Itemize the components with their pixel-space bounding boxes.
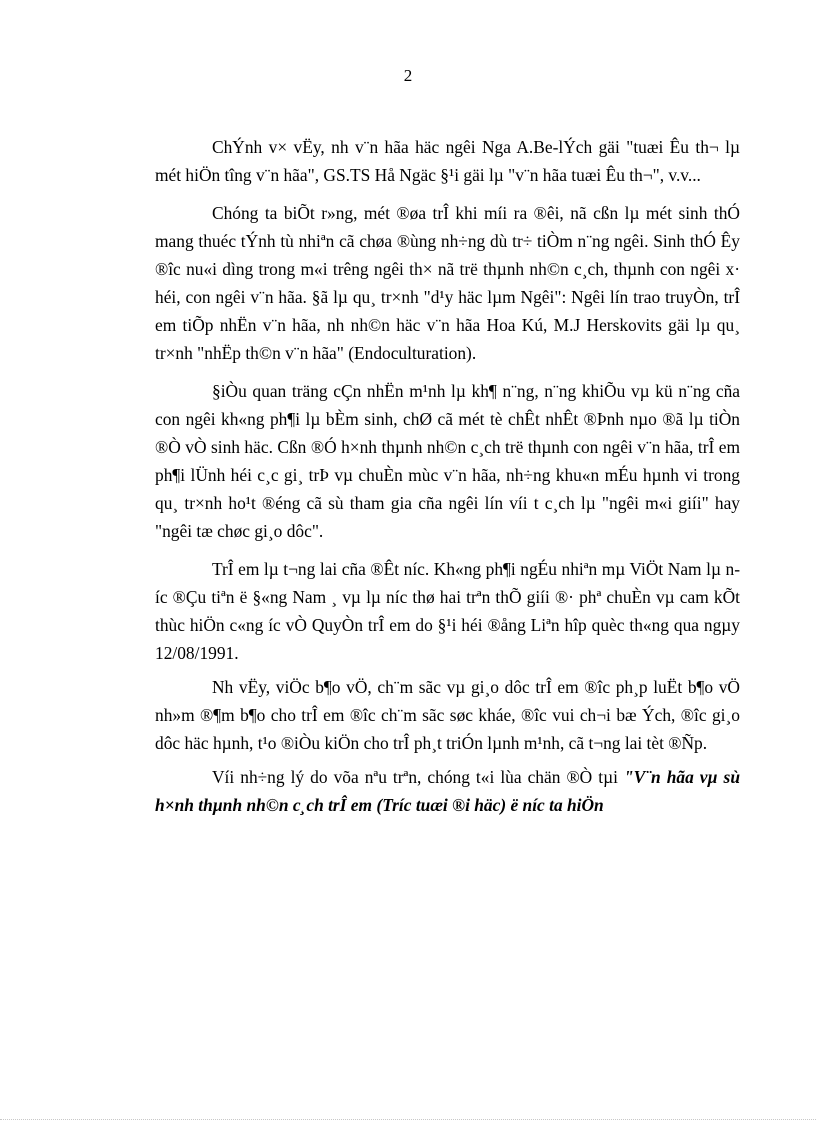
paragraph-6 <box>155 763 740 819</box>
paragraph-1: ChÝnh v× vËy, nh v¨n hãa häc ngêi Nga A.Be-lÝch gäi "tuæi Êu th¬ lµ mét hiÖn tîng v¨n hãa", GS.TS Hå Ngäc §¹i gäi lµ "v¨n hãa tuæi Êu th¬", v.v... <box>155 137 740 185</box>
body-text <box>155 133 740 829</box>
paragraph-3: §iÒu quan träng cÇn nhËn m¹nh lµ kh¶ n¨ng, n¨ng khiÕu vµ kü n¨ng cña con ngêi kh«ng ph¶i lµ bÈm sinh, chØ cã mét tè chÊt nhÊt ®Þnh nµo ®ã lµ tiÒn ®Ò vÒ sinh häc. Cßn ®Ó h×nh thµnh nh©n c¸ch trë thµnh con ngêi v¨n hãa, trÎ em ph¶i lÜnh héi c¸c gi¸ trÞ vµ chuÈn mùc v¨n hãa, nh÷ng khu«n mÉu hµnh vi trong qu¸ tr×nh ho¹t ®éng cã sù tham gia cña ngêi lín víi t c¸ch lµ "ngêi m«i giíi" hay "ngêi tæ chøc gi¸o dôc". <box>155 381 740 541</box>
paragraph-5: Nh vËy, viÖc b¶o vÖ, ch¨m sãc vµ gi¸o dôc trÎ em ®îc ph¸p luËt b¶o vÖ nh»m ®¶m b¶o cho trÎ em ®îc ch¨m sãc søc kháe, ®îc vui ch¬i bæ Ých, ®îc gi¸o dôc häc hµnh, t¹o ®iÒu kiÖn cho trÎ ph¸t triÓn lµnh m¹nh, cã t¬ng lai tèt ®Ñp. <box>155 677 740 753</box>
page-number: 2 <box>403 66 413 85</box>
paragraph-4: TrÎ em lµ t¬ng lai cña ®Êt níc. Kh«ng ph¶i ngÉu nhiªn mµ ViÖt Nam lµ níc ®Çu tiªn ë §«ng Nam ¸ vµ lµ níc thø hai trªn thÕ giíi ®· phª chuÈn vµ cam kÕt thùc hiÖn c«ng íc vÒ QuyÒn trÎ em do §¹i héi ®ång Liªn hîp quèc th«ng qua ngµy 12/08/1991. <box>155 559 740 663</box>
paragraph-2: Chóng ta biÕt r»ng, mét ®øa trÎ khi míi ra ®êi, nã cßn lµ mét sinh thÓ mang thuéc tÝnh tù nhiªn cã chøa ®ùng nh÷ng dù tr÷ tiÒm n¨ng ngêi. Sinh thÓ Êy ®îc nu«i dìng trong m«i trêng ngêi th× nã trë thµnh nh©n c¸ch, thµnh con ngêi x· héi, con ngêi v¨n hãa. §ã lµ qu¸ tr×nh "d¹y häc lµm Ngêi": Ngêi lín trao truyÒn, trÎ em tiÕp nhËn v¨n hãa, nh nh©n häc v¨n hãa Hoa Kú, M.J Herskovits gäi lµ qu¸ tr×nh "nhËp th©n v¨n hãa" (Endoculturation). <box>155 203 740 363</box>
paragraph-6-text: Víi nh÷ng lý do võa nªu trªn, chóng t«i lùa chän ®Ò tµi <box>212 767 624 787</box>
page-bottom-divider <box>0 1119 816 1120</box>
paragraph-6-title-emphasis: "V¨n hãa vµ sù h×nh thµnh nh©n c¸ch trÎ em (Tríc tuæi ®i häc) ë níc ta hiÖn <box>155 767 740 815</box>
